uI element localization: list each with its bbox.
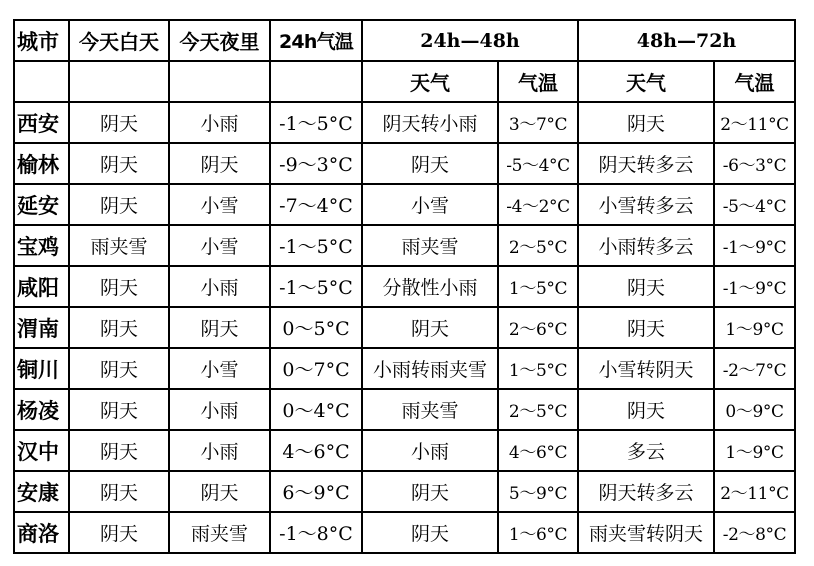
header-row-1 xyxy=(14,20,795,61)
temp-24h-cell: -9～3°C xyxy=(270,143,362,184)
header-range-24-48: 24h—48h xyxy=(362,20,578,61)
temp-24h-cell: 0～5°C xyxy=(270,307,362,348)
temp-24h-cell: 0～4°C xyxy=(270,389,362,430)
temp-24-48-cell: 4～6°C xyxy=(498,430,578,471)
today-day-cell: 阴天 xyxy=(69,389,169,430)
temp-24h-cell: 4～6°C xyxy=(270,430,362,471)
temp-24h-cell: -1～5°C xyxy=(270,266,362,307)
weather-24-48-cell: 小雨 xyxy=(362,430,498,471)
header-empty-night xyxy=(169,61,270,102)
temp-24-48-cell: -5～4°C xyxy=(498,143,578,184)
today-night-cell: 小雨 xyxy=(169,430,270,471)
temp-24-48-cell: 2～5°C xyxy=(498,389,578,430)
weather-48-72-cell: 雨夹雪转阴天 xyxy=(578,512,714,553)
temp-24h-cell: -1～8°C xyxy=(270,512,362,553)
today-night-cell: 小雪 xyxy=(169,225,270,266)
today-day-cell: 阴天 xyxy=(69,184,169,225)
today-night-cell: 阴天 xyxy=(169,471,270,512)
weather-24-48-cell: 小雨转雨夹雪 xyxy=(362,348,498,389)
weather-24-48-cell: 分散性小雨 xyxy=(362,266,498,307)
weather-24-48-cell: 阴天 xyxy=(362,143,498,184)
weather-24-48-cell: 阴天转小雨 xyxy=(362,102,498,143)
today-day-cell: 阴天 xyxy=(69,307,169,348)
weather-48-72-cell: 阴天 xyxy=(578,102,714,143)
table-row xyxy=(14,430,795,471)
temp-48-72-cell: 1～9°C xyxy=(714,307,795,348)
weather-48-72-cell: 阴天 xyxy=(578,389,714,430)
header-temp-24h: 24h气温 xyxy=(270,20,362,61)
weather-48-72-cell: 小雨转多云 xyxy=(578,225,714,266)
temp-24h-cell: -1～5°C xyxy=(270,225,362,266)
today-night-cell: 小雪 xyxy=(169,348,270,389)
weather-24-48-cell: 阴天 xyxy=(362,471,498,512)
temp-24-48-cell: 3～7°C xyxy=(498,102,578,143)
header-empty-temp xyxy=(270,61,362,102)
temp-24-48-cell: 1～5°C xyxy=(498,266,578,307)
forecast-table xyxy=(13,19,796,554)
temp-24h-cell: -1～5°C xyxy=(270,102,362,143)
city-cell: 汉中 xyxy=(14,430,69,471)
header-today-night: 今天夜里 xyxy=(169,20,270,61)
city-cell: 榆林 xyxy=(14,143,69,184)
today-night-cell: 小雪 xyxy=(169,184,270,225)
temp-24h-cell: 6～9°C xyxy=(270,471,362,512)
today-night-cell: 小雨 xyxy=(169,389,270,430)
temp-48-72-cell: -1～9°C xyxy=(714,266,795,307)
temp-24-48-cell: -4～2°C xyxy=(498,184,578,225)
temp-48-72-cell: 2～11°C xyxy=(714,102,795,143)
temp-48-72-cell: 1～9°C xyxy=(714,430,795,471)
today-night-cell: 小雨 xyxy=(169,102,270,143)
today-day-cell: 阴天 xyxy=(69,102,169,143)
table-row xyxy=(14,102,795,143)
header-empty-day xyxy=(69,61,169,102)
city-cell: 商洛 xyxy=(14,512,69,553)
today-night-cell: 小雨 xyxy=(169,266,270,307)
temp-24h-cell: 0～7°C xyxy=(270,348,362,389)
header-range-48-72: 48h—72h xyxy=(578,20,795,61)
weather-48-72-cell: 小雪转多云 xyxy=(578,184,714,225)
weather-24-48-cell: 阴天 xyxy=(362,512,498,553)
weather-48-72-cell: 阴天转多云 xyxy=(578,471,714,512)
header-city: 城市 xyxy=(14,20,69,61)
today-day-cell: 阴天 xyxy=(69,266,169,307)
today-day-cell: 阴天 xyxy=(69,430,169,471)
weather-48-72-cell: 小雪转阴天 xyxy=(578,348,714,389)
header-empty-city xyxy=(14,61,69,102)
today-day-cell: 阴天 xyxy=(69,143,169,184)
table-row xyxy=(14,225,795,266)
city-cell: 延安 xyxy=(14,184,69,225)
table-row xyxy=(14,307,795,348)
temp-24-48-cell: 2～5°C xyxy=(498,225,578,266)
city-cell: 咸阳 xyxy=(14,266,69,307)
table-row xyxy=(14,184,795,225)
today-day-cell: 雨夹雪 xyxy=(69,225,169,266)
table-row xyxy=(14,471,795,512)
temp-48-72-cell: -5～4°C xyxy=(714,184,795,225)
temp-48-72-cell: 0～9°C xyxy=(714,389,795,430)
table-row xyxy=(14,266,795,307)
temp-24-48-cell: 5～9°C xyxy=(498,471,578,512)
city-cell: 西安 xyxy=(14,102,69,143)
temp-24h-cell: -7～4°C xyxy=(270,184,362,225)
city-cell: 渭南 xyxy=(14,307,69,348)
weather-24-48-cell: 雨夹雪 xyxy=(362,225,498,266)
table-row xyxy=(14,143,795,184)
temp-24-48-cell: 1～5°C xyxy=(498,348,578,389)
temp-48-72-cell: -2～7°C xyxy=(714,348,795,389)
today-night-cell: 雨夹雪 xyxy=(169,512,270,553)
weather-48-72-cell: 阴天 xyxy=(578,307,714,348)
today-day-cell: 阴天 xyxy=(69,471,169,512)
header-temp-24-48: 气温 xyxy=(498,61,578,102)
table-row xyxy=(14,512,795,553)
weather-24-48-cell: 雨夹雪 xyxy=(362,389,498,430)
city-cell: 宝鸡 xyxy=(14,225,69,266)
today-night-cell: 阴天 xyxy=(169,143,270,184)
weather-48-72-cell: 阴天转多云 xyxy=(578,143,714,184)
forecast-table-wrapper xyxy=(13,19,796,554)
weather-24-48-cell: 小雪 xyxy=(362,184,498,225)
weather-48-72-cell: 阴天 xyxy=(578,266,714,307)
temp-48-72-cell: -1～9°C xyxy=(714,225,795,266)
temp-24-48-cell: 1～6°C xyxy=(498,512,578,553)
table-row xyxy=(14,389,795,430)
city-cell: 安康 xyxy=(14,471,69,512)
weather-24-48-cell: 阴天 xyxy=(362,307,498,348)
temp-48-72-cell: -2～8°C xyxy=(714,512,795,553)
header-today-day: 今天白天 xyxy=(69,20,169,61)
temp-48-72-cell: 2～11°C xyxy=(714,471,795,512)
temp-48-72-cell: -6～3°C xyxy=(714,143,795,184)
header-row-2 xyxy=(14,61,795,102)
header-temp-48-72: 气温 xyxy=(714,61,795,102)
city-cell: 杨凌 xyxy=(14,389,69,430)
header-weather-48-72: 天气 xyxy=(578,61,714,102)
today-day-cell: 阴天 xyxy=(69,512,169,553)
temp-24-48-cell: 2～6°C xyxy=(498,307,578,348)
today-day-cell: 阴天 xyxy=(69,348,169,389)
weather-48-72-cell: 多云 xyxy=(578,430,714,471)
table-row xyxy=(14,348,795,389)
header-weather-24-48: 天气 xyxy=(362,61,498,102)
today-night-cell: 阴天 xyxy=(169,307,270,348)
city-cell: 铜川 xyxy=(14,348,69,389)
